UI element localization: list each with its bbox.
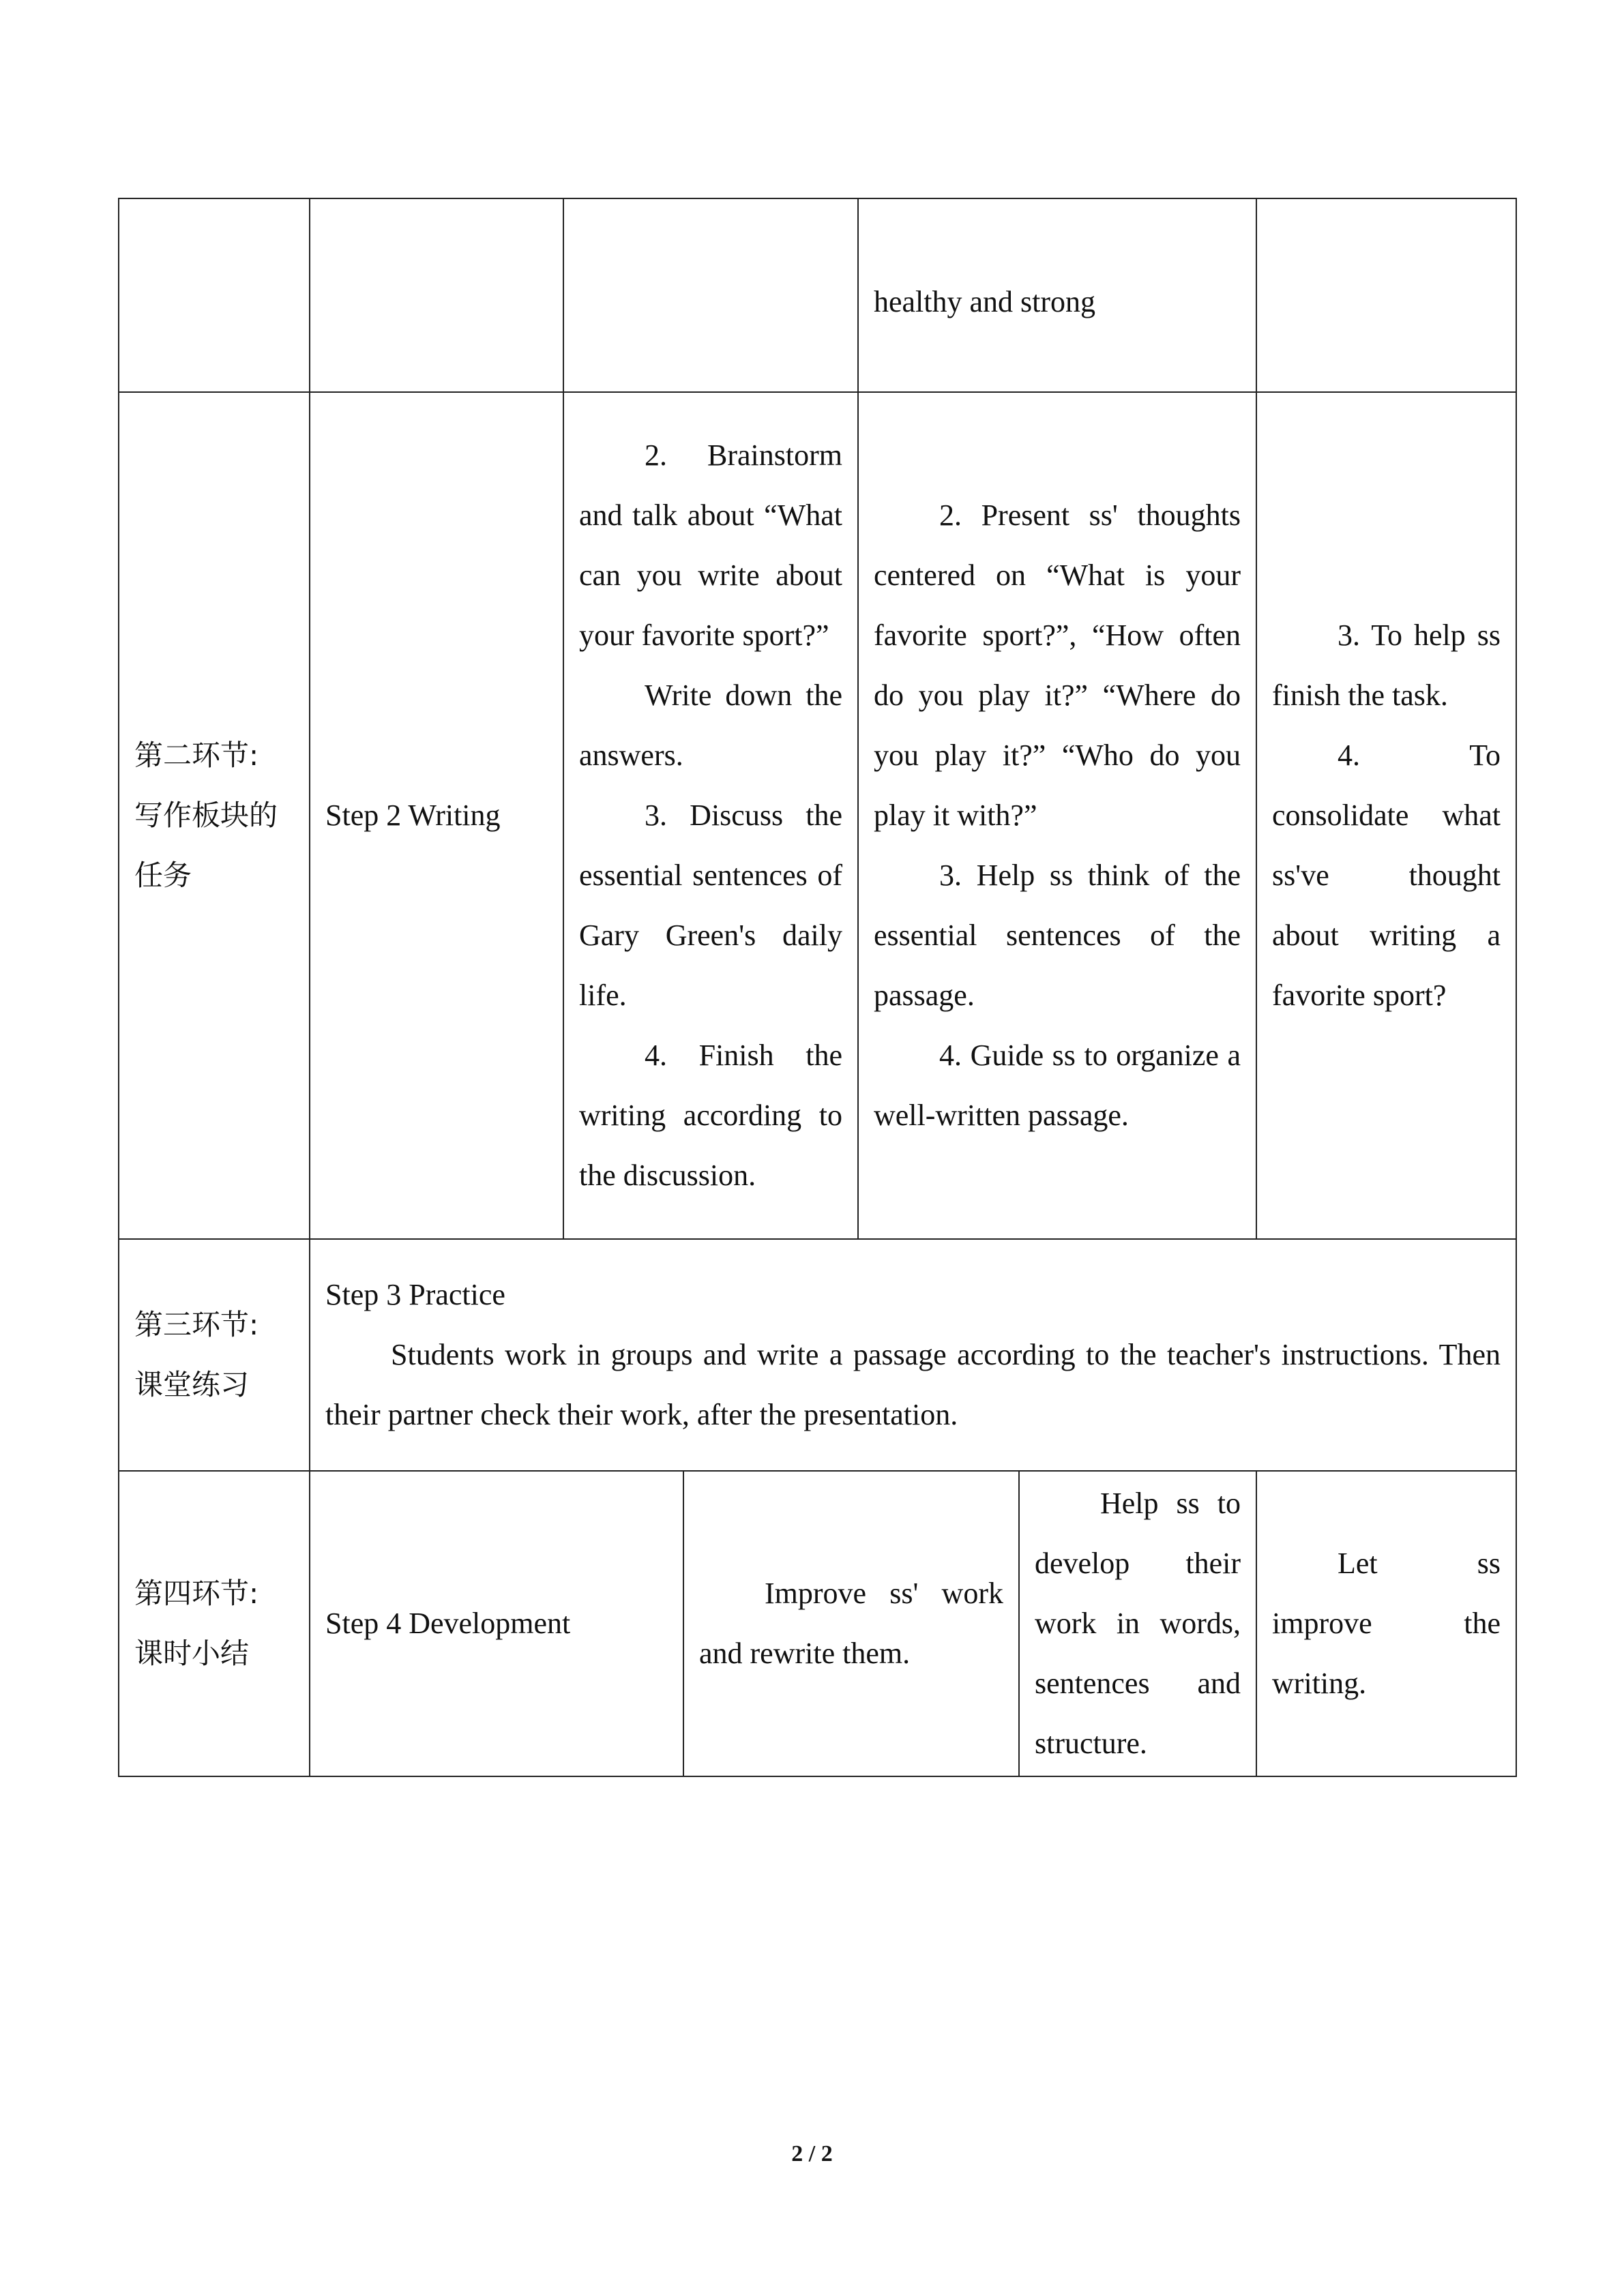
- lesson-plan-table: [118, 198, 1517, 1777]
- row2-purpose-p1: 3. To help ss finish the task.: [1272, 618, 1501, 712]
- table-row-1: [119, 198, 1516, 392]
- row3-step-label: Step 3 Practice: [325, 1278, 505, 1311]
- row4-student-cell: [683, 1471, 1019, 1776]
- row4-purpose-cell: [1256, 1471, 1516, 1776]
- row3-stage-label: 第三环节: 课堂练习: [134, 1308, 259, 1401]
- row1-teacher-cell: [858, 198, 1256, 392]
- table-row-4: [119, 1471, 1516, 1776]
- row2-student-p1: 2. Brainstorm and talk about “What can you write about your favorite sport?”: [579, 438, 842, 652]
- row1-purpose-cell: [1256, 198, 1516, 392]
- row4-step-label: Step 4 Development: [325, 1607, 571, 1640]
- row1-stage-cell: [119, 198, 310, 392]
- row4-stage-label: 第四环节: 课时小结: [134, 1577, 259, 1670]
- row2-student-cell: [563, 392, 858, 1239]
- page-number: 2 / 2: [791, 2141, 833, 2166]
- row2-teacher-p1: 2. Present ss' thoughts centered on “What is your favorite sport?”, “How often do you play it?” “Where do you play it?” “Who do you play it with?”: [874, 498, 1241, 832]
- row4-step-cell: [310, 1471, 683, 1776]
- row2-purpose-cell: [1256, 392, 1516, 1239]
- row4-stage-cell: [119, 1471, 310, 1776]
- table-row-2: [119, 392, 1516, 1239]
- row3-content-cell: [310, 1239, 1516, 1471]
- row2-step-label: Step 2 Writing: [325, 799, 501, 832]
- row4-student-text: Improve ss' work and rewrite them.: [699, 1577, 1003, 1670]
- row3-practice-text: Students work in groups and write a passage according to the teacher's instructions. Then their partner check their work, after the presentation.: [325, 1338, 1501, 1431]
- row1-step-cell: [310, 198, 563, 392]
- row2-student-p2: Write down the answers.: [579, 679, 842, 772]
- row2-teacher-p3: 4. Guide ss to organize a well-written passage.: [874, 1039, 1241, 1132]
- row2-stage-label: 第二环节: 写作板块的任务: [134, 739, 278, 892]
- row2-stage-cell: [119, 392, 310, 1239]
- row1-student-cell: [563, 198, 858, 392]
- row1-teacher-text: healthy and strong: [874, 285, 1096, 318]
- row4-teacher-cell: [1019, 1471, 1256, 1776]
- row2-teacher-p2: 3. Help ss think of the essential sentences of the passage.: [874, 859, 1241, 1012]
- row4-teacher-text: Help ss to develop their work in words, sentences and structure.: [1035, 1487, 1241, 1760]
- row3-stage-cell: [119, 1239, 310, 1471]
- row4-purpose-text: Let ss improve the writing.: [1272, 1547, 1501, 1700]
- table-row-3: [119, 1239, 1516, 1471]
- row2-student-p4: 4. Finish the writing according to the discussion.: [579, 1039, 842, 1192]
- row2-purpose-p2: 4. To consolidate what ss've thought about writing a favorite sport?: [1272, 739, 1501, 1012]
- row2-student-p3: 3. Discuss the essential sentences of Gary Green's daily life.: [579, 799, 842, 1012]
- row2-step-cell: [310, 392, 563, 1239]
- row2-teacher-cell: [858, 392, 1256, 1239]
